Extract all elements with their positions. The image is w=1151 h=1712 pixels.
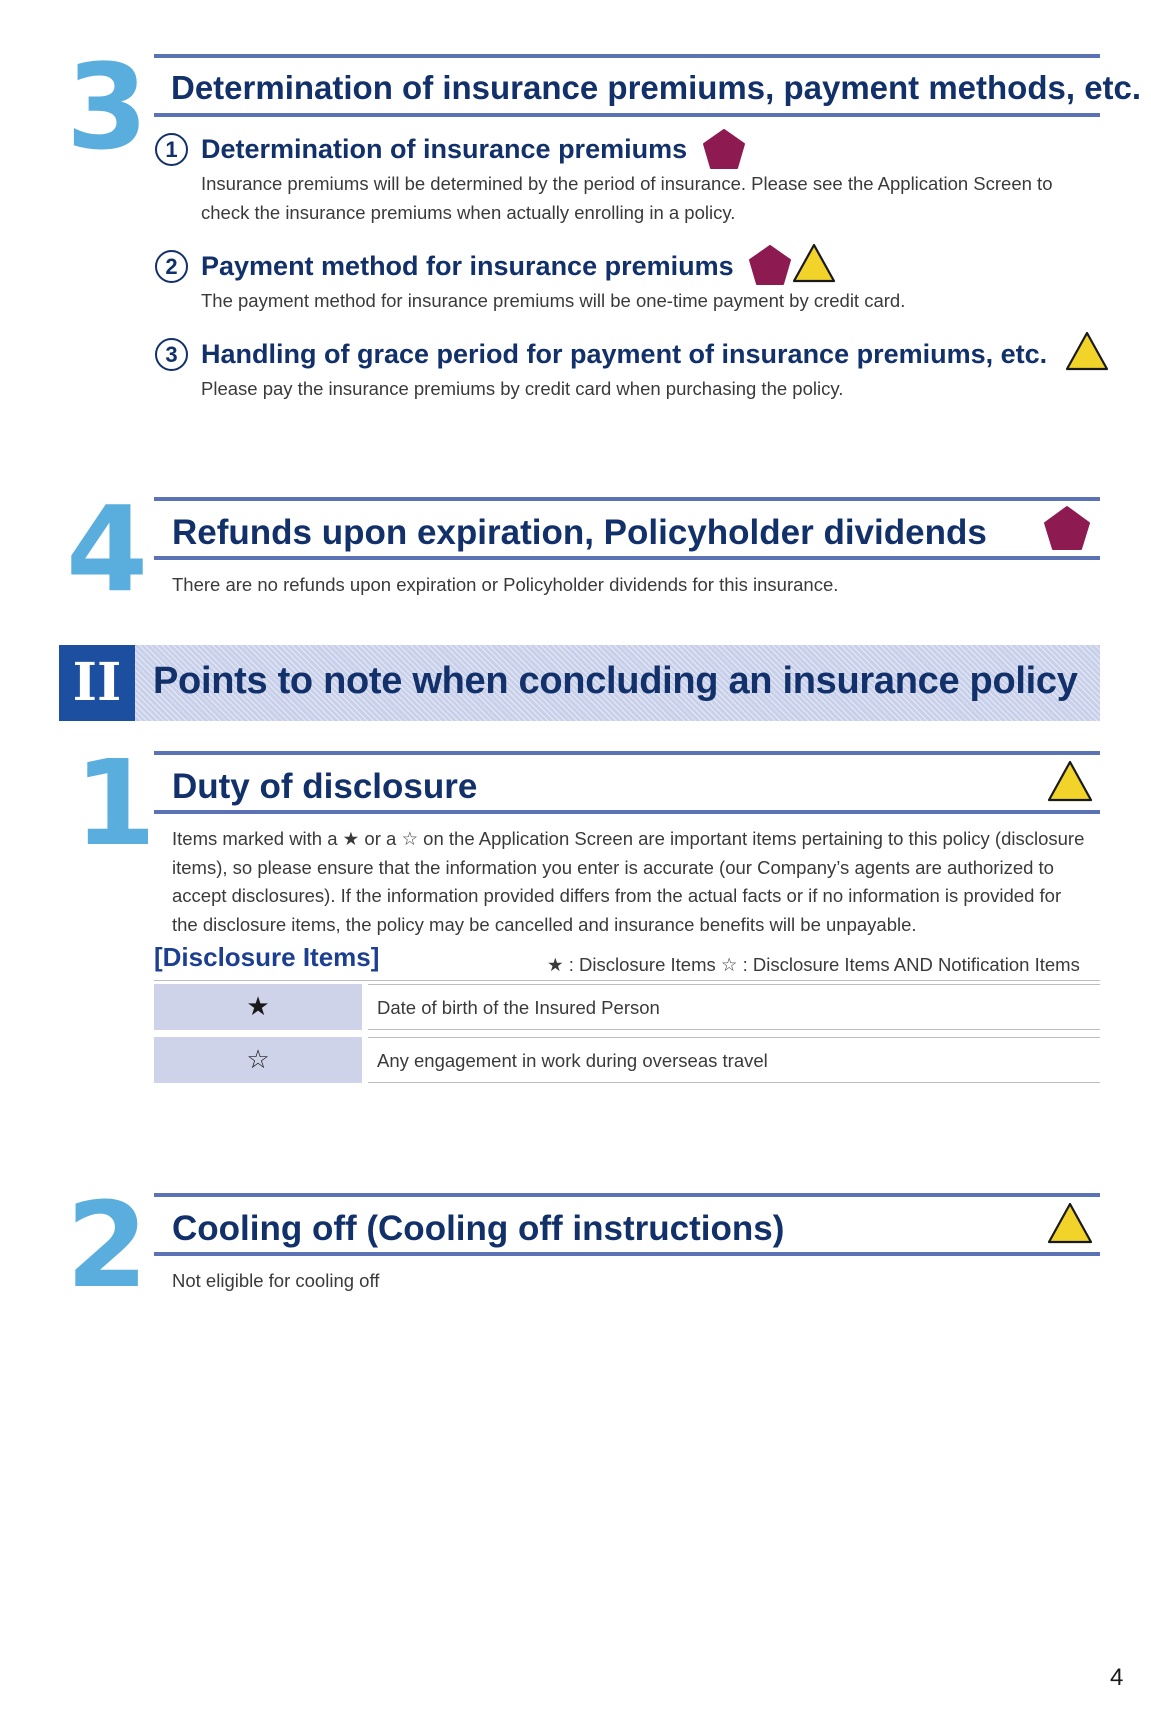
table-row-1-mark: ★ — [154, 984, 362, 1030]
table-top-rule — [154, 980, 1100, 981]
section-4-rule-bottom — [154, 556, 1100, 560]
section-4-body: There are no refunds upon expiration or Policyholder dividends for this insurance. — [172, 574, 839, 595]
disclosure-legend — [547, 956, 1080, 976]
page-number: 4 — [1110, 1664, 1124, 1691]
section-3-number: 3 — [66, 38, 145, 176]
cooling-title: Cooling off (Cooling off instructions) — [172, 1209, 785, 1248]
pentagon-icon — [748, 244, 792, 286]
duty-paragraph-line-4: the disclosure items, the policy may be cancelled and insurance benefits will be unpayable. — [172, 914, 917, 935]
black-star-icon: ★ — [547, 955, 564, 976]
white-star-icon: ☆ — [720, 955, 738, 976]
duty-text: Items marked with a — [172, 828, 343, 849]
duty-rule-bottom — [154, 810, 1100, 814]
section-3-title: Determination of insurance premiums, payment methods, etc. — [171, 69, 1142, 106]
warning-triangle-icon — [1046, 1201, 1094, 1245]
section-4-rule-top — [154, 497, 1100, 501]
item-1-body-line-1: Insurance premiums will be determined by the period of insurance. Please see the Application Screen to — [201, 173, 1053, 194]
pentagon-icon — [702, 128, 746, 170]
item-1-number: 1 — [155, 133, 188, 166]
chapter-title: Points to note when concluding an insurance policy — [153, 660, 1078, 702]
item-2-number: 2 — [155, 250, 188, 283]
white-star-icon: ☆ — [401, 829, 419, 850]
warning-triangle-icon — [1046, 759, 1094, 803]
duty-text: on the Application Screen are important items pertaining to this policy (disclosure — [418, 828, 1085, 849]
black-star-icon: ★ — [342, 829, 360, 850]
legend-label-notification: : Disclosure Items AND Notification Items — [737, 954, 1080, 975]
cooling-rule-bottom — [154, 1252, 1100, 1256]
subsection-2-number: 2 — [66, 1176, 145, 1314]
warning-triangle-icon — [791, 242, 837, 284]
pentagon-icon — [1043, 505, 1091, 551]
warning-triangle-icon — [1064, 330, 1110, 372]
table-row-1-text: Date of birth of the Insured Person — [368, 984, 1100, 1030]
item-3-body: Please pay the insurance premiums by credit card when purchasing the policy. — [201, 378, 844, 399]
subsection-1-number: 1 — [74, 734, 153, 872]
item-2-body: The payment method for insurance premiums will be one-time payment by credit card. — [201, 290, 906, 311]
disclosure-items-heading: [Disclosure Items] — [154, 942, 380, 972]
item-2-heading: Payment method for insurance premiums — [201, 251, 734, 281]
duty-text: or a — [359, 828, 402, 849]
item-3-heading: Handling of grace period for payment of insurance premiums, etc. — [201, 339, 1048, 369]
cooling-rule-top — [154, 1193, 1100, 1197]
section-3-rule-bottom — [154, 113, 1100, 117]
duty-paragraph-line-1 — [172, 824, 1084, 854]
table-row-2-text: Any engagement in work during overseas travel — [368, 1037, 1100, 1083]
table-row-2-mark: ☆ — [154, 1037, 362, 1083]
item-3-number: 3 — [155, 338, 188, 371]
cooling-body: Not eligible for cooling off — [172, 1270, 380, 1291]
duty-paragraph-line-3: accept disclosures). If the information provided differs from the actual facts or if no information is provided for — [172, 885, 1062, 906]
section-3-rule-top — [154, 54, 1100, 58]
section-4-number: 4 — [66, 480, 145, 618]
legend-label-disclosure: : Disclosure Items — [563, 954, 721, 975]
duty-title: Duty of disclosure — [172, 767, 478, 806]
chapter-numeral: II — [59, 645, 135, 721]
item-1-body-line-2: check the insurance premiums when actually enrolling in a policy. — [201, 202, 736, 223]
duty-paragraph-line-2: items), so please ensure that the information you enter is accurate (our Company’s agents are authorized to — [172, 857, 1054, 878]
duty-rule-top — [154, 751, 1100, 755]
item-1-heading: Determination of insurance premiums — [201, 134, 688, 164]
section-4-title: Refunds upon expiration, Policyholder dividends — [172, 513, 987, 552]
